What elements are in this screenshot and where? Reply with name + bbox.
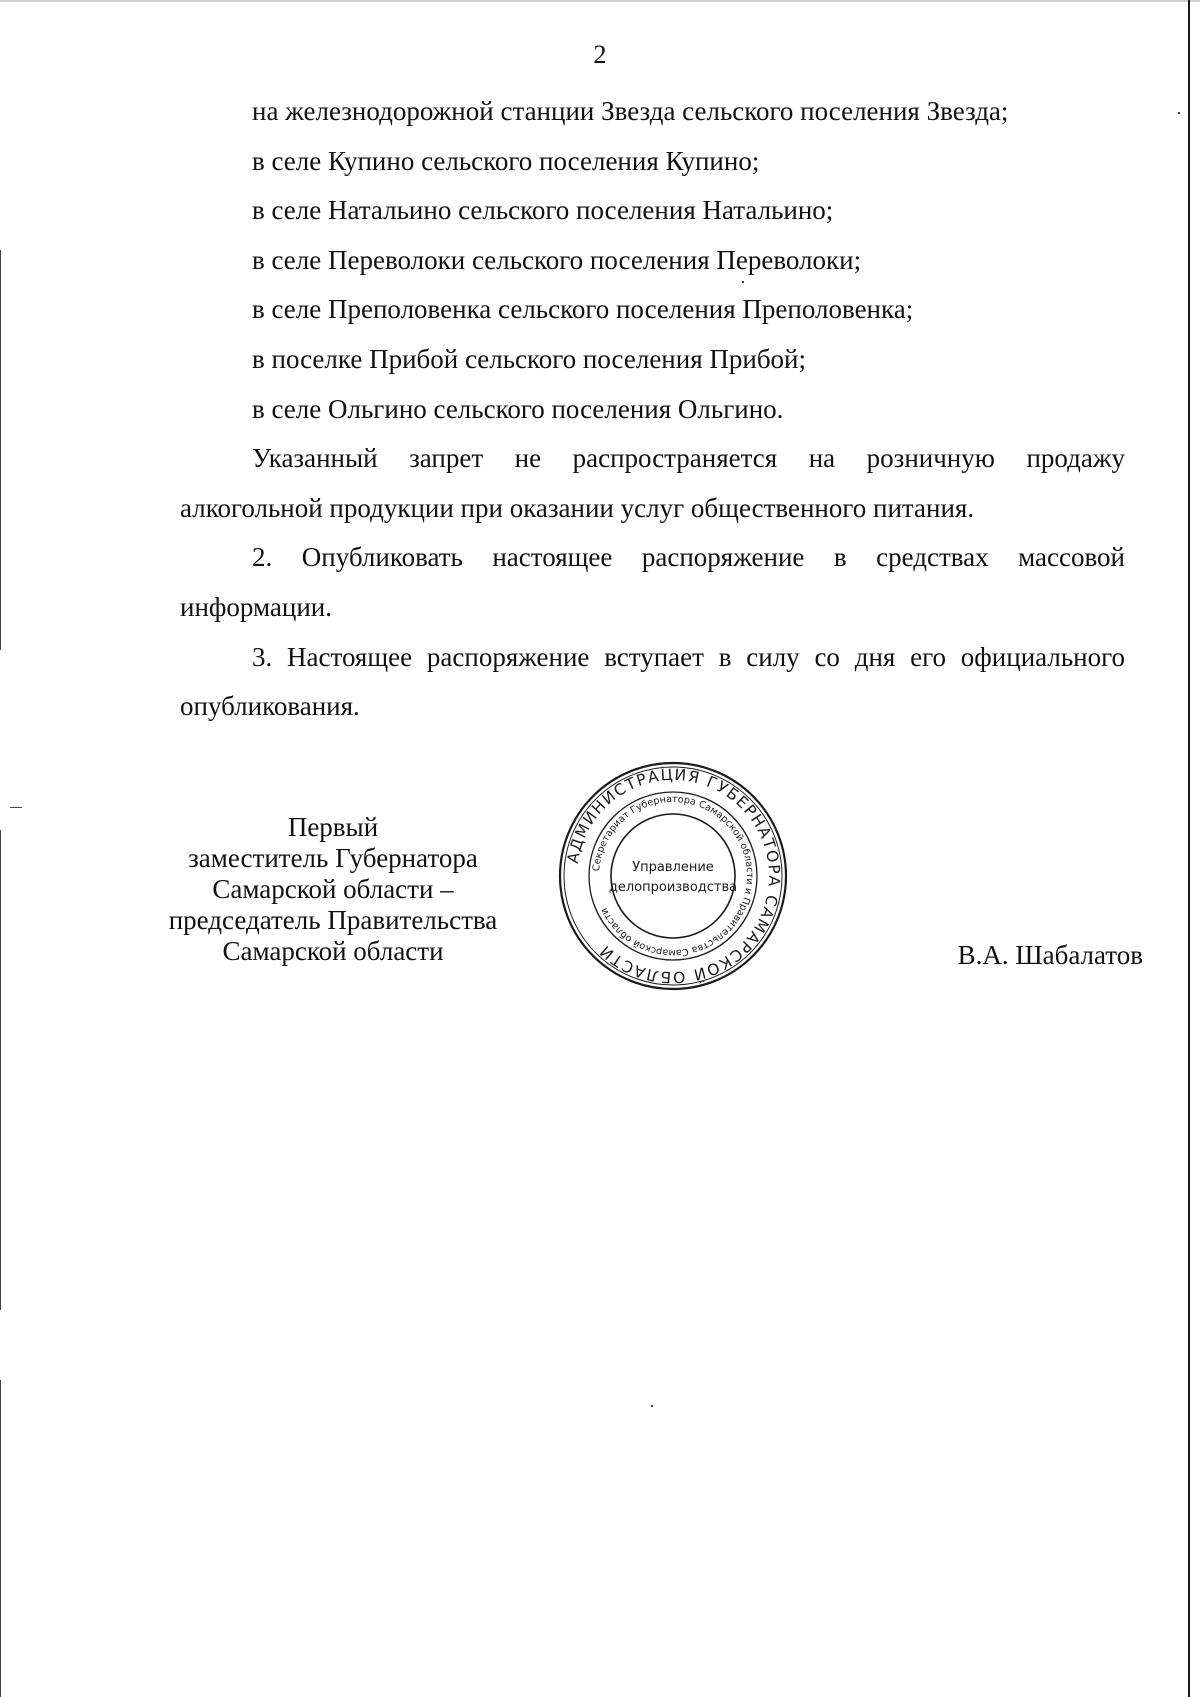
official-seal bbox=[557, 760, 789, 992]
scan-speck bbox=[651, 1405, 653, 1407]
position-line: Самарской области – bbox=[212, 874, 454, 904]
scan-edge-left bbox=[0, 830, 1, 1310]
seal-inner-text: Секретариат Губернатора Самарской области и Правительства Самарской области bbox=[591, 793, 756, 959]
scan-edge-left bbox=[0, 1380, 1, 1697]
position-line: заместитель Губернатора bbox=[188, 843, 478, 873]
document-body bbox=[180, 87, 1125, 732]
scan-edge-top bbox=[0, 0, 1200, 2]
position-line: Самарской области bbox=[222, 936, 444, 966]
seal-inner-ring bbox=[608, 814, 738, 938]
paragraph-publish: 2. Опубликовать настоящее распоряжение в средствах массовой информации. bbox=[180, 542, 1125, 622]
scan-speck bbox=[1178, 112, 1180, 114]
scan-speck bbox=[10, 807, 22, 808]
signatory-position bbox=[163, 812, 503, 967]
scan-speck bbox=[742, 281, 744, 283]
seal-outer-text: АДМИНИСТРАЦИЯ ГУБЕРНАТОРА САМАРСКОЙ ОБЛАСТИ bbox=[563, 765, 784, 987]
paragraph-effective: 3. Настоящее распоряжение вступает в силу со дня его официального опубликования. bbox=[180, 641, 1125, 722]
signatory-name: В.А. Шабалатов bbox=[957, 940, 1143, 970]
list-line-priboy: в поселке Прибой сельского поселения Прибой; bbox=[252, 343, 807, 374]
list-line-kupino: в селе Купино сельского поселения Купино; bbox=[252, 145, 760, 176]
list-line-olgino: в селе Ольгино сельского поселения Ольгино. bbox=[252, 393, 784, 424]
position-line: председатель Правительства bbox=[168, 905, 498, 935]
scan-edge-right bbox=[1188, 0, 1190, 1697]
list-line-zvezda: на железнодорожной станции Звезда сельского поселения Звезда; bbox=[252, 96, 1009, 126]
seal-center-line: Управление bbox=[632, 860, 714, 875]
scan-edge-left bbox=[0, 250, 1, 650]
position-line: Первый bbox=[287, 812, 379, 842]
list-line-prepolovenka: в селе Преполовенка сельского поселения Преполовенка; bbox=[252, 294, 914, 325]
seal-middle-ring bbox=[589, 792, 757, 960]
paragraph-exception: Указанный запрет не распространяется на розничную продажу алкогольной продукции при оказании услуг общественного питания. bbox=[180, 443, 1125, 523]
seal-center-line: делопроизводства bbox=[608, 880, 738, 895]
list-line-natalino: в селе Натальино сельского поселения Натальино; bbox=[252, 195, 834, 226]
page-number: 2 bbox=[593, 40, 607, 69]
list-line-perevoloki: в селе Переволоки сельского поселения Переволоки; bbox=[252, 244, 862, 275]
